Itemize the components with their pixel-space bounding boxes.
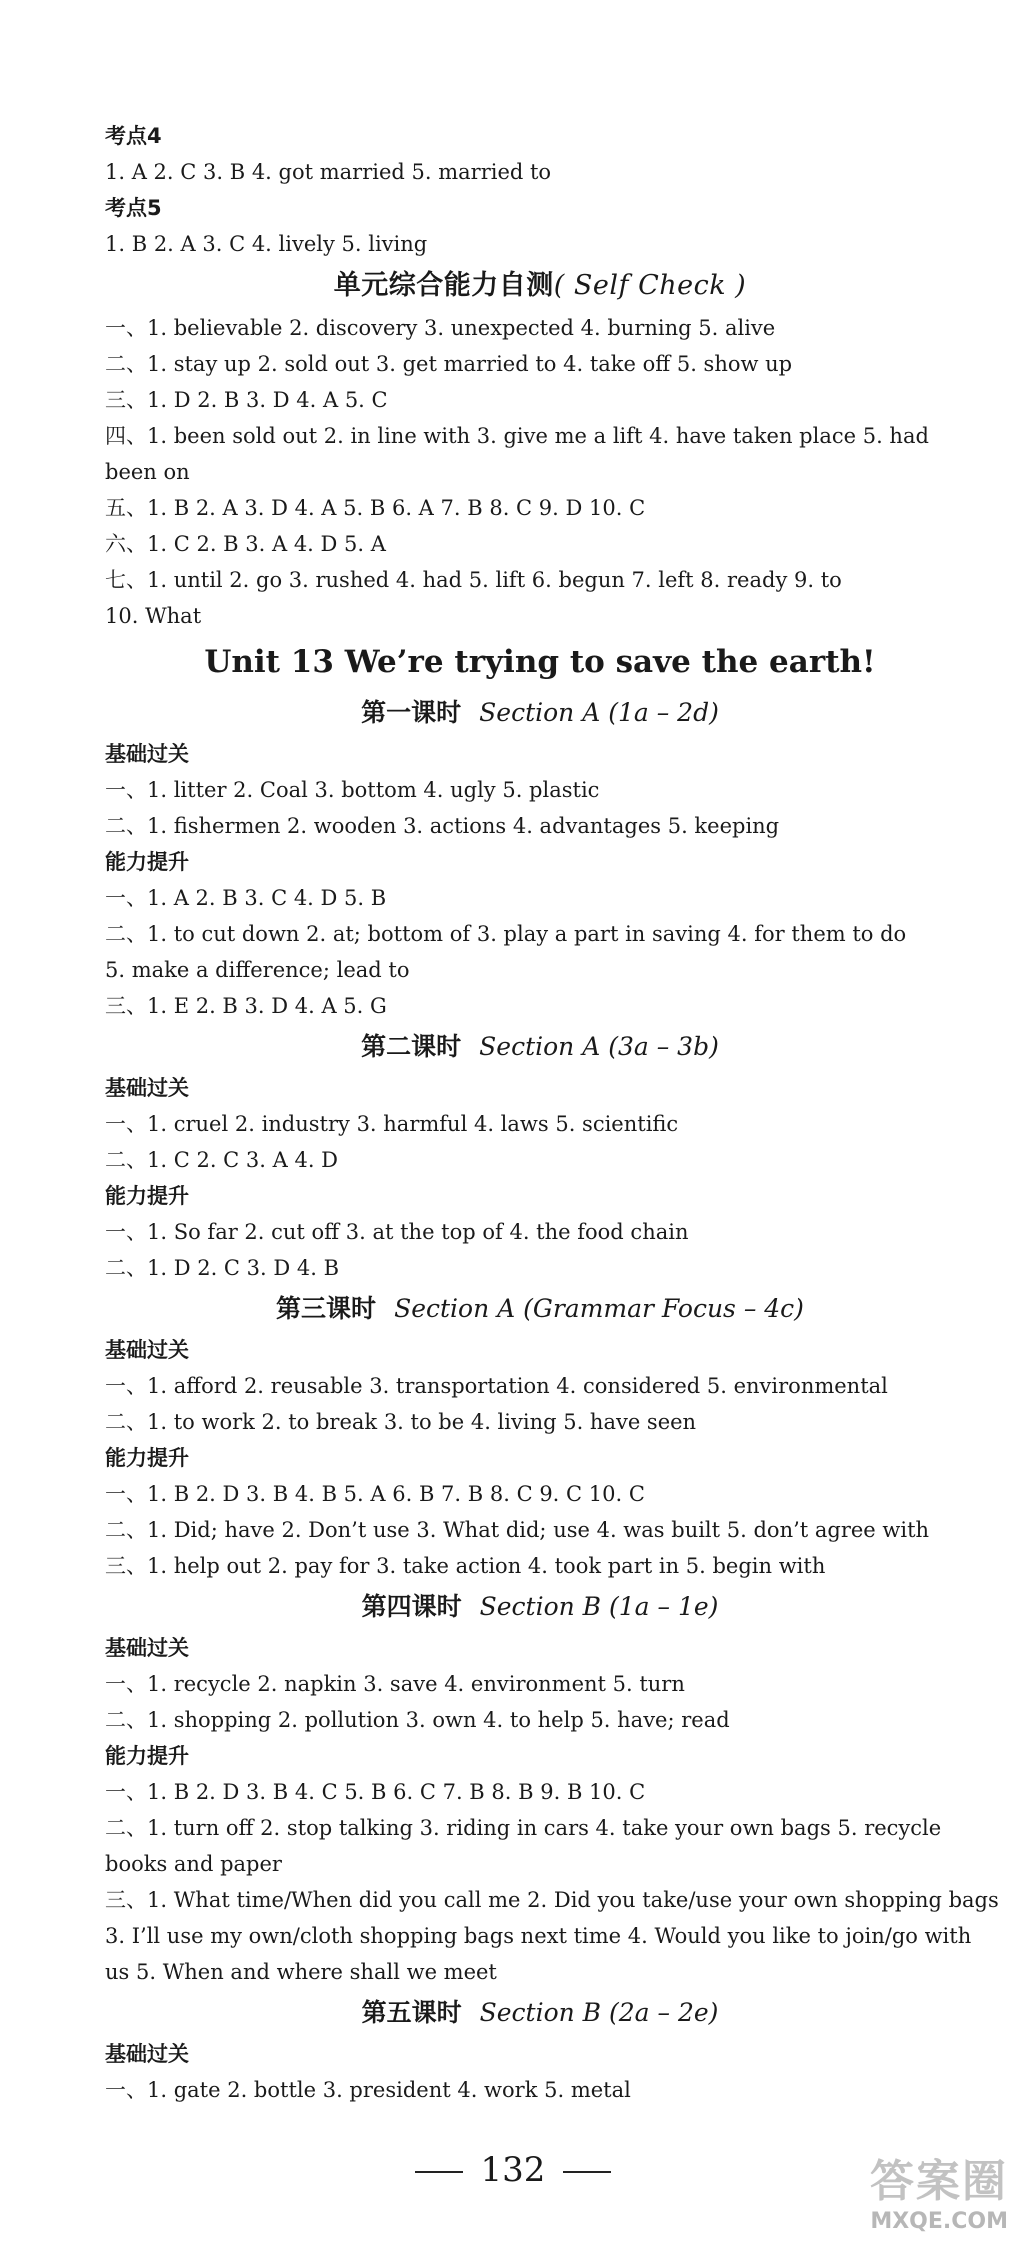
lesson-heading [105, 1024, 975, 1070]
sub-heading: 基础过关 [105, 1338, 189, 1362]
answer-line: 二、1. fishermen 2. wooden 3. actions 4. advantages 5. keeping [105, 814, 780, 838]
answer-line: us 5. When and where shall we meet [105, 1960, 497, 1984]
answer-line: 5. make a difference; lead to [105, 958, 410, 982]
answer-line: 二、1. D 2. C 3. D 4. B [105, 1256, 340, 1280]
answer-line: 二、1. shopping 2. pollution 3. own 4. to help 5. have; read [105, 1708, 730, 1732]
answer-line: 一、1. afford 2. reusable 3. transportation 4. considered 5. environmental [105, 1374, 888, 1398]
answer-line: 一、1. B 2. D 3. B 4. B 5. A 6. B 7. B 8. C 9. C 10. C [105, 1482, 645, 1506]
dash-right [563, 2171, 611, 2173]
heading-english: Section B (2a – 2e) [479, 1998, 719, 2027]
lesson-heading [105, 1286, 975, 1332]
watermark-logo [870, 2145, 1008, 2234]
watermark-brand: 答案圈 [870, 2156, 1008, 2207]
sub-heading: 基础过关 [105, 742, 189, 766]
answer-line: 三、1. D 2. B 3. D 4. A 5. C [105, 388, 388, 412]
answer-line: 一、1. gate 2. bottle 3. president 4. work 5. metal [105, 2078, 631, 2102]
answer-line: 一、1. B 2. D 3. B 4. C 5. B 6. C 7. B 8. B 9. B 10. C [105, 1780, 646, 1804]
lesson-heading [105, 690, 975, 736]
sub-heading: 考点5 [105, 196, 162, 220]
answer-line: 3. I’ll use my own/cloth shopping bags next time 4. Would you like to join/go with [105, 1924, 972, 1948]
answer-line: 三、1. help out 2. pay for 3. take action 4. took part in 5. begin with [105, 1554, 826, 1578]
heading-chinese: 第三课时 [276, 1294, 377, 1323]
answer-line: 一、1. cruel 2. industry 3. harmful 4. laws 5. scientific [105, 1112, 679, 1136]
sub-heading: 能力提升 [105, 850, 189, 874]
answer-line: 二、1. to cut down 2. at; bottom of 3. play a part in saving 4. for them to do [105, 922, 907, 946]
sub-heading: 能力提升 [105, 1446, 189, 1470]
answer-line: 一、1. litter 2. Coal 3. bottom 4. ugly 5. plastic [105, 778, 600, 802]
answer-line: 1. B 2. A 3. C 4. lively 5. living [105, 232, 428, 256]
answer-line: 二、1. turn off 2. stop talking 3. riding in cars 4. take your own bags 5. recycle [105, 1816, 942, 1840]
sub-heading: 基础过关 [105, 2042, 189, 2066]
answer-content [105, 118, 999, 2108]
answer-line: 六、1. C 2. B 3. A 4. D 5. A [105, 532, 386, 556]
answer-line: been on [105, 460, 190, 484]
answer-line: 二、1. C 2. C 3. A 4. D [105, 1148, 339, 1172]
answer-line: 10. What [105, 604, 202, 628]
lesson-heading [105, 1990, 975, 2036]
page-number: 132 [480, 2150, 546, 2190]
heading-chinese: 第一课时 [361, 698, 462, 727]
self-check-title [105, 262, 975, 310]
answer-line: 一、1. believable 2. discovery 3. unexpected 4. burning 5. alive [105, 316, 776, 340]
answer-line: 一、1. recycle 2. napkin 3. save 4. environment 5. turn [105, 1672, 685, 1696]
heading-english: Section A (3a – 3b) [479, 1032, 719, 1061]
answer-line: 一、1. A 2. B 3. C 4. D 5. B [105, 886, 387, 910]
answer-line: 1. A 2. C 3. B 4. got married 5. married to [105, 160, 552, 184]
answer-line: 三、1. What time/When did you call me 2. Did you take/use your own shopping bags [105, 1888, 999, 1912]
sub-heading: 能力提升 [105, 1184, 189, 1208]
unit-title: Unit 13 We’re trying to save the earth! [204, 644, 876, 680]
heading-english: Section A (Grammar Focus – 4c) [394, 1294, 804, 1323]
heading-english: ( Self Check ) [553, 270, 747, 301]
heading-english: Section B (1a – 1e) [479, 1592, 719, 1621]
sub-heading: 能力提升 [105, 1744, 189, 1768]
heading-english: Section A (1a – 2d) [479, 698, 719, 727]
lesson-heading [105, 1584, 975, 1630]
heading-chinese: 第五课时 [361, 1998, 462, 2027]
answer-line: 一、1. So far 2. cut off 3. at the top of 4. the food chain [105, 1220, 689, 1244]
answer-line: 七、1. until 2. go 3. rushed 4. had 5. lift 6. begun 7. left 8. ready 9. to [105, 568, 842, 592]
heading-chinese: 第四课时 [361, 1592, 462, 1621]
sub-heading: 基础过关 [105, 1636, 189, 1660]
answer-line: 三、1. E 2. B 3. D 4. A 5. G [105, 994, 387, 1018]
sub-heading: 考点4 [105, 124, 162, 148]
dash-left [415, 2171, 463, 2173]
answer-line: books and paper [105, 1852, 282, 1876]
answer-line: 四、1. been sold out 2. in line with 3. give me a lift 4. have taken place 5. had [105, 424, 929, 448]
answer-line: 五、1. B 2. A 3. D 4. A 5. B 6. A 7. B 8. C 9. D 10. C [105, 496, 646, 520]
answer-line: 二、1. Did; have 2. Don’t use 3. What did; use 4. was built 5. don’t agree with [105, 1518, 930, 1542]
heading-chinese: 单元综合能力自测 [333, 270, 554, 301]
answer-line: 二、1. to work 2. to break 3. to be 4. living 5. have seen [105, 1410, 697, 1434]
sub-heading: 基础过关 [105, 1076, 189, 1100]
heading-chinese: 第二课时 [361, 1032, 462, 1061]
answer-line: 二、1. stay up 2. sold out 3. get married to 4. take off 5. show up [105, 352, 793, 376]
watermark-url: MXQE.COM [870, 2209, 1008, 2234]
